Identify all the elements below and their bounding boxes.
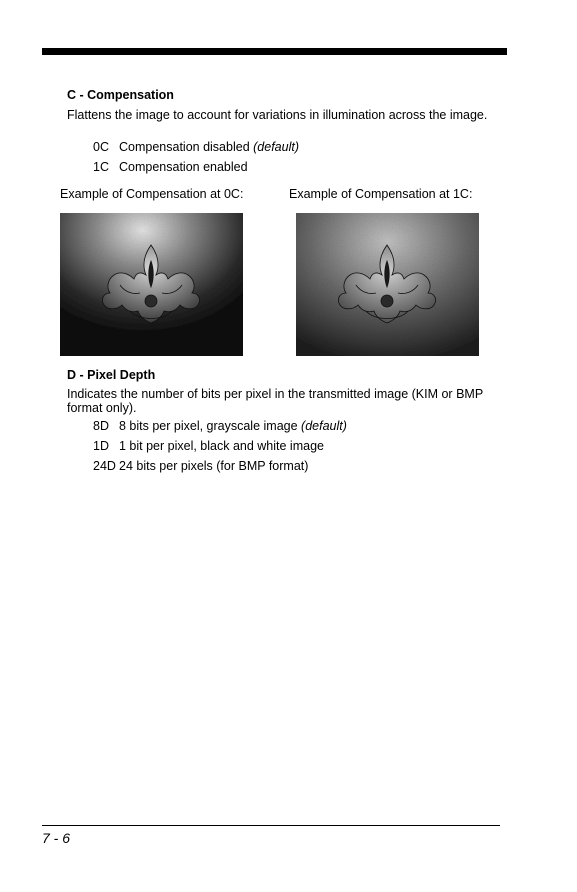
pixel-depth-option-1d [93,439,324,453]
option-text: 1 bit per pixel, black and white image [119,439,324,453]
option-code: 1D [93,439,109,453]
option-text: 24 bits per pixels (for BMP format) [119,459,309,473]
example-1c-caption: Example of Compensation at 1C: [289,187,473,201]
option-code: 1C [93,160,109,174]
option-code: 8D [93,419,109,433]
option-code: 24D [93,459,116,473]
compensation-option-1c [93,160,248,174]
option-text: 8 bits per pixel, grayscale image [119,419,298,433]
compensation-option-0c [93,140,299,154]
pixel-depth-option-8d [93,419,347,433]
compensation-title: C - Compensation [67,88,174,102]
example-image-compensation-0c [60,213,243,356]
page-number: 7 - 6 [42,830,71,846]
pixel-depth-title: D - Pixel Depth [67,368,156,382]
header-rule [42,48,507,55]
pixel-depth-option-24d [93,459,308,473]
option-text: Compensation disabled [119,140,250,154]
pixel-depth-description: Indicates the number of bits per pixel in the transmitted image (KIM or BMP format only). [67,387,483,415]
option-default-note: (default) [301,419,347,433]
example-0c-caption: Example of Compensation at 0C: [60,187,244,201]
option-default-note: (default) [253,140,299,154]
footer-rule [42,825,500,826]
example-image-compensation-1c [296,213,479,356]
option-code: 0C [93,140,109,154]
option-text: Compensation enabled [119,160,248,174]
compensation-description: Flattens the image to account for variations in illumination across the image. [67,108,488,122]
